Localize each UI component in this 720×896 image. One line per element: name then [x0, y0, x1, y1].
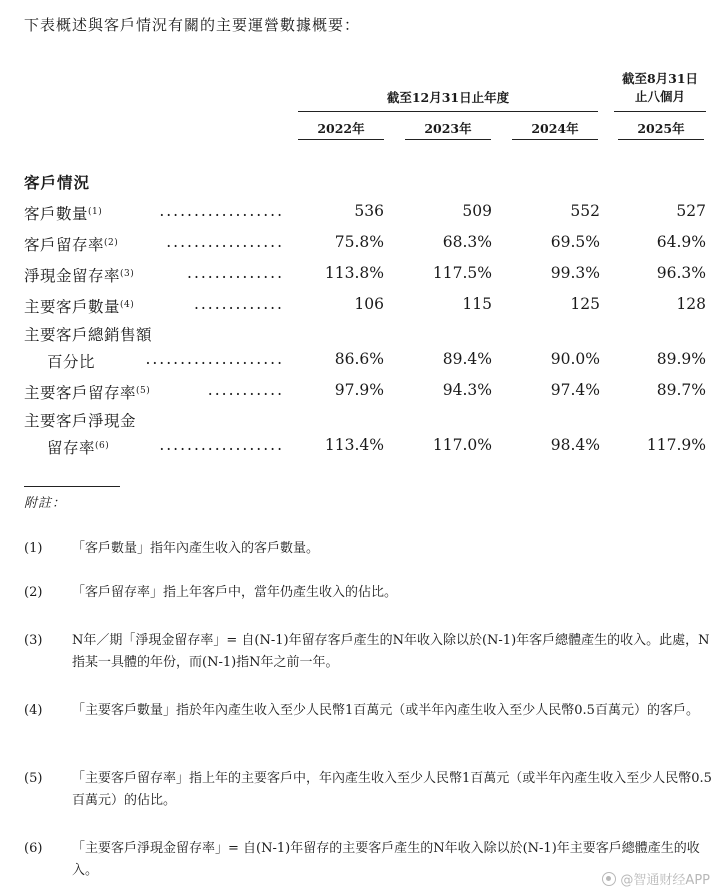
cell-value: 125 [570, 295, 600, 313]
cell-value: 106 [354, 295, 384, 313]
note-text: N年／期「淨現金留存率」= 自(N-1)年留存客戶產生的N年收入除以於(N-1)年客戶總體產生的收入。此處，N指某一具體的年份，而(N-1)指N年之前一年。 [72, 633, 710, 670]
leader-dots: .................... [145, 350, 284, 368]
table-row [24, 350, 714, 374]
cell-value: 117.0% [432, 436, 492, 454]
cell-value: 509 [462, 202, 492, 220]
leader-dots: .................. [159, 436, 284, 454]
table-row [24, 295, 714, 319]
table-row [24, 264, 714, 288]
period-header [614, 70, 706, 106]
cell-value: 89.9% [656, 350, 706, 368]
cell-value: 98.4% [550, 436, 600, 454]
period-header-line2: 止八個月 [634, 89, 685, 104]
cell-value: 113.4% [324, 436, 384, 454]
table-row-label-line [24, 323, 714, 347]
watermark-logo-icon [602, 872, 616, 886]
cell-value: 89.7% [656, 381, 706, 399]
table-row [24, 233, 714, 257]
cell-value: 96.3% [656, 264, 706, 282]
year-rule [405, 139, 491, 140]
note-text: 「主要客戶留存率」指上年的主要客戶中，年內產生收入至少人民幣1百萬元（或半年內產生收入至少人民幣0.5百萬元）的佔比。 [72, 771, 712, 808]
year-header-2022: 2022年 [317, 121, 365, 136]
cell-value: 99.3% [550, 264, 600, 282]
year-rule [298, 139, 384, 140]
table-row [24, 202, 714, 226]
note-number: (2) [24, 585, 43, 600]
table-row-label-line [24, 409, 714, 433]
watermark [602, 869, 710, 888]
leader-dots: ............. [193, 295, 284, 313]
intro-text: 下表概述與客戶情況有關的主要運營數據概要： [24, 16, 361, 34]
row-label: 主要客戶留存率$^{(5)}$ [24, 384, 151, 402]
header-rule [298, 111, 598, 112]
row-label: 主要客戶淨現金 [24, 412, 137, 430]
cell-value: 68.3% [442, 233, 492, 251]
note-number: (5) [24, 771, 43, 786]
leader-dots: ........... [207, 381, 284, 399]
section-title: 客戶情況 [24, 173, 91, 192]
cell-value: 527 [676, 202, 706, 220]
watermark-text: @智通财经APP [620, 873, 710, 888]
cell-value: 69.5% [550, 233, 600, 251]
cell-value: 94.3% [442, 381, 492, 399]
year-header-2023: 2023年 [424, 121, 472, 136]
row-label: 主要客戶總銷售額 [24, 326, 153, 344]
cell-value: 536 [354, 202, 384, 220]
note-text: 「客戶數量」指年內產生收入的客戶數量。 [72, 541, 320, 556]
leader-dots: .................. [159, 202, 284, 220]
cell-value: 86.6% [334, 350, 384, 368]
note-text: 「主要客戶淨現金留存率」= 自(N-1)年留存的主要客戶產生的N年收入除以於(N-1)年主要客戶總體產生的收入。 [72, 841, 700, 878]
note-text: 「客戶留存率」指上年客戶中，當年仍產生收入的佔比。 [72, 585, 398, 600]
cell-value: 97.4% [550, 381, 600, 399]
row-label: 客戶留存率$^{(2)}$ [24, 236, 119, 254]
cell-value: 117.5% [432, 264, 492, 282]
note-number: (1) [24, 541, 43, 556]
row-label: 留存率$^{(6)}$ [47, 439, 110, 457]
cell-value: 97.9% [334, 381, 384, 399]
year-header-2024: 2024年 [531, 121, 579, 136]
header-rule [614, 111, 706, 112]
year-group-header: 截至12月31日止年度 [386, 90, 510, 105]
year-header-2025: 2025年 [637, 121, 685, 136]
note-number: (3) [24, 633, 43, 648]
leader-dots: ................. [166, 233, 284, 251]
table-row [24, 436, 714, 460]
cell-value: 89.4% [442, 350, 492, 368]
table-row [24, 381, 714, 405]
note-text: 「主要客戶數量」指於年內產生收入至少人民幣1百萬元（或半年內產生收入至少人民幣0.5百萬元）的客戶。 [72, 703, 699, 718]
cell-value: 117.9% [646, 436, 706, 454]
row-label: 淨現金留存率$^{(3)}$ [24, 267, 135, 285]
row-label: 主要客戶數量$^{(4)}$ [24, 298, 135, 316]
leader-dots: .............. [187, 264, 284, 282]
cell-value: 128 [676, 295, 706, 313]
row-label: 客戶數量$^{(1)}$ [24, 205, 103, 223]
notes-title: 附註： [24, 496, 67, 511]
note-number: (6) [24, 841, 43, 856]
cell-value: 552 [570, 202, 600, 220]
cell-value: 115 [462, 295, 492, 313]
year-rule [618, 139, 704, 140]
cell-value: 75.8% [334, 233, 384, 251]
note-number: (4) [24, 703, 43, 718]
notes-divider [24, 486, 120, 487]
cell-value: 113.8% [324, 264, 384, 282]
cell-value: 64.9% [656, 233, 706, 251]
period-header-line1: 截至8月31日 [621, 71, 699, 86]
cell-value: 90.0% [550, 350, 600, 368]
year-rule [512, 139, 598, 140]
row-label: 百分比 [47, 353, 96, 371]
